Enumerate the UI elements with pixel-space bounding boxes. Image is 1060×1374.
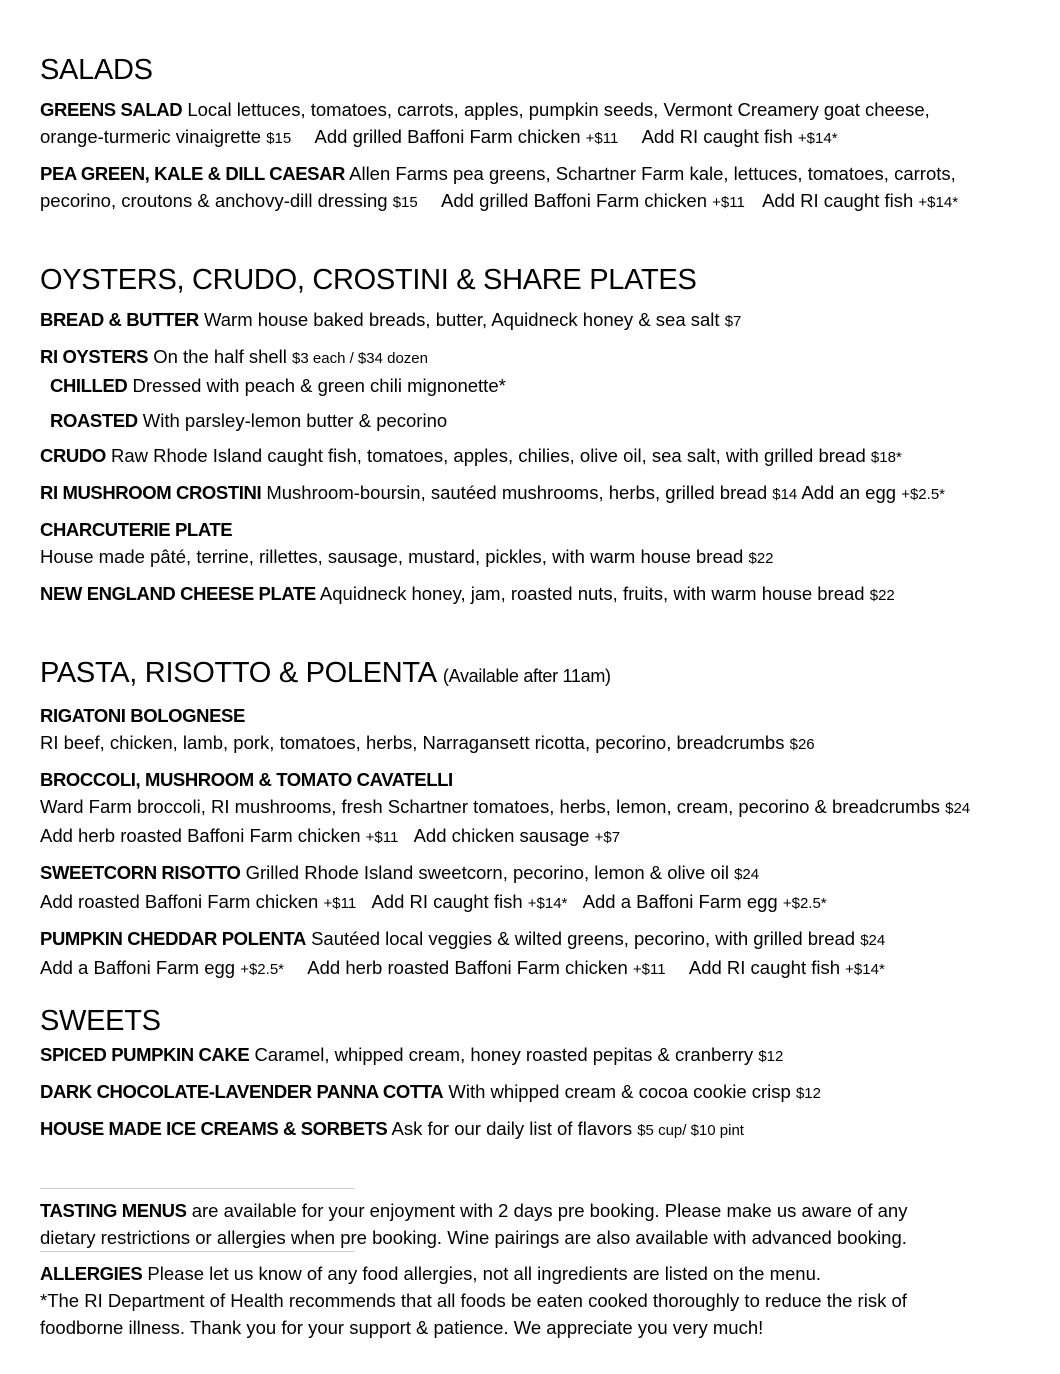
item-name: CHARCUTERIE PLATE <box>40 519 233 540</box>
menu-item-cavatelli <box>40 766 1030 851</box>
menu-item-rigatoni <box>40 702 1030 758</box>
menu-item-polenta <box>40 925 1030 983</box>
item-desc: Warm house baked breads, butter, Aquidneck honey & sea salt <box>203 309 720 330</box>
addon-label: Add grilled Baffoni Farm chicken <box>314 126 581 147</box>
addon-label: Add RI caught fish <box>762 190 914 211</box>
item-price: $15 <box>266 130 292 147</box>
menu-item-pumpkin-cake <box>40 1041 1030 1070</box>
item-name: RI OYSTERS <box>40 346 149 367</box>
health-notice: *The RI Department of Health recommends that all foods be eaten cooked thoroughly to reduce the risk of <box>40 1290 907 1311</box>
addon-price: +$14* <box>527 895 568 912</box>
item-name: PEA GREEN, KALE & DILL CAESAR <box>40 163 345 184</box>
item-price: $24 <box>945 800 971 817</box>
addon-price: +$14* <box>797 130 838 147</box>
section-note: (Available after 11am) <box>442 666 611 686</box>
menu-item-charcuterie <box>40 516 1030 572</box>
item-desc: Caramel, whipped cream, honey roasted pepitas & cranberry <box>254 1044 754 1065</box>
menu-item-ri-oysters <box>40 343 1030 372</box>
section-title-pasta <box>40 657 1030 692</box>
item-price: $24 <box>860 932 886 949</box>
menu-item-ice-creams <box>40 1115 1030 1144</box>
item-desc: Ward Farm broccoli, RI mushrooms, fresh Schartner tomatoes, herbs, lemon, cream, pecorino & breadcrumbs <box>40 796 940 817</box>
addon-label: Add an egg <box>801 482 897 503</box>
menu-item-cheese-plate <box>40 580 1030 609</box>
item-desc: Allen Farms pea greens, Schartner Farm kale, lettuces, tomatoes, carrots, <box>349 163 956 184</box>
item-name: CHILLED <box>50 375 128 396</box>
menu-item-mushroom-crostini <box>40 479 1030 508</box>
item-price: $22 <box>869 587 895 604</box>
addon-price: +$11 <box>585 130 619 147</box>
item-name: CRUDO <box>40 445 106 466</box>
item-name: SPICED PUMPKIN CAKE <box>40 1044 250 1065</box>
addon-label: Add herb roasted Baffoni Farm chicken <box>307 957 628 978</box>
addon-price: +$11 <box>323 895 357 912</box>
menu-item-panna-cotta <box>40 1078 1030 1107</box>
menu-item-roasted <box>40 407 1030 434</box>
item-desc-2: orange-turmeric vinaigrette <box>40 126 262 147</box>
item-price: $12 <box>758 1048 784 1065</box>
section-title-oysters: OYSTERS, CRUDO, CROSTINI & SHARE PLATES <box>40 264 697 296</box>
item-name: GREENS SALAD <box>40 99 183 120</box>
item-name: PUMPKIN CHEDDAR POLENTA <box>40 928 306 949</box>
divider <box>40 1251 354 1252</box>
item-price: $24 <box>734 866 760 883</box>
item-price: $3 each / $34 dozen <box>292 350 428 367</box>
item-desc: House made pâté, terrine, rillettes, sausage, mustard, pickles, with warm house bread <box>40 546 744 567</box>
item-desc: Mushroom-boursin, sautéed mushrooms, herbs, grilled bread <box>266 482 768 503</box>
tasting-menus-note-2: dietary restrictions or allergies when pre booking. Wine pairings are also available with advanced booking. <box>40 1227 907 1248</box>
item-name: HOUSE MADE ICE CREAMS & SORBETS <box>40 1118 388 1139</box>
item-name: NEW ENGLAND CHEESE PLATE <box>40 583 316 604</box>
item-desc: RI beef, chicken, lamb, pork, tomatoes, herbs, Narragansett ricotta, pecorino, breadcrumbs <box>40 732 785 753</box>
health-notice-2: foodborne illness. Thank you for your support & patience. We appreciate you very much! <box>40 1317 764 1338</box>
menu-item-risotto <box>40 859 1030 917</box>
tasting-menus-note <box>40 1197 1030 1224</box>
addon-label: Add RI caught fish <box>688 957 841 978</box>
addon-price: +$2.5* <box>782 895 827 912</box>
item-price: $7 <box>724 313 742 330</box>
item-name: RI MUSHROOM CROSTINI <box>40 482 262 503</box>
addon-price: +$14* <box>845 961 885 978</box>
addon-label: Add roasted Baffoni Farm chicken <box>40 891 319 912</box>
item-desc: Raw Rhode Island caught fish, tomatoes, apples, chilies, olive oil, sea salt, with grilled bread <box>110 445 866 466</box>
item-price: $26 <box>789 736 815 753</box>
divider <box>40 1188 354 1189</box>
addon-label: Add chicken sausage <box>413 825 590 846</box>
note-heading: ALLERGIES <box>40 1263 143 1284</box>
item-price: $5 cup/ $10 pint <box>637 1122 744 1139</box>
addon-label: Add RI caught fish <box>371 891 523 912</box>
item-desc: Sautéed local veggies & wilted greens, pecorino, with grilled bread <box>311 928 856 949</box>
item-price: $14 <box>772 486 798 503</box>
item-desc: On the half shell <box>153 346 287 367</box>
item-price: $22 <box>748 550 774 567</box>
addon-label: Add grilled Baffoni Farm chicken <box>441 190 707 211</box>
menu-item-crudo <box>40 442 1030 471</box>
item-desc: Local lettuces, tomatoes, carrots, apples, pumpkin seeds, Vermont Creamery goat cheese, <box>187 99 930 120</box>
note-text: are available for your enjoyment with 2 days pre booking. Please make us aware of any <box>191 1200 908 1221</box>
item-name: DARK CHOCOLATE-LAVENDER PANNA COTTA <box>40 1081 444 1102</box>
addon-price: +$2.5* <box>240 961 284 978</box>
item-name: BREAD & BUTTER <box>40 309 199 330</box>
addon-price: +$7 <box>594 829 621 846</box>
menu-item-chilled <box>40 372 1030 399</box>
item-desc: With whipped cream & cocoa cookie crisp <box>448 1081 791 1102</box>
item-name: BROCCOLI, MUSHROOM & TOMATO CAVATELLI <box>40 769 453 790</box>
section-title-sweets: SWEETS <box>40 1005 161 1037</box>
allergies-note <box>40 1260 1030 1287</box>
item-name: SWEETCORN RISOTTO <box>40 862 241 883</box>
menu-item-greens-salad <box>40 96 1030 152</box>
item-desc: Ask for our daily list of flavors <box>391 1118 633 1139</box>
note-text: Please let us know of any food allergies, not all ingredients are listed on the menu. <box>147 1263 822 1284</box>
addon-price: +$11 <box>712 194 745 211</box>
note-heading: TASTING MENUS <box>40 1200 187 1221</box>
section-title-text: PASTA, RISOTTO & POLENTA <box>40 657 436 689</box>
menu-item-caesar <box>40 160 1030 216</box>
item-name: ROASTED <box>50 410 138 431</box>
item-desc: With parsley-lemon butter & pecorino <box>142 410 448 431</box>
addon-label: Add a Baffoni Farm egg <box>582 891 778 912</box>
section-title-salads: SALADS <box>40 54 153 86</box>
addon-price: +$14* <box>918 194 959 211</box>
addon-label: Add herb roasted Baffoni Farm chicken <box>40 825 361 846</box>
item-price: $15 <box>392 194 418 211</box>
addon-price: +$2.5* <box>901 486 945 503</box>
addon-label: Add RI caught fish <box>641 126 793 147</box>
menu-footer <box>40 1188 1030 1341</box>
item-name: RIGATONI BOLOGNESE <box>40 705 245 726</box>
addon-price: +$11 <box>632 961 666 978</box>
item-desc-2: pecorino, croutons & anchovy-dill dressing <box>40 190 388 211</box>
item-price: $12 <box>795 1085 821 1102</box>
menu-page <box>40 54 1030 1341</box>
item-price: $18* <box>870 449 902 466</box>
item-desc: Dressed with peach & green chili mignonette* <box>132 375 506 396</box>
item-desc: Grilled Rhode Island sweetcorn, pecorino, lemon & olive oil <box>245 862 729 883</box>
addon-price: +$11 <box>365 829 399 846</box>
addon-label: Add a Baffoni Farm egg <box>40 957 236 978</box>
menu-item-bread-butter <box>40 306 1030 335</box>
item-desc: Aquidneck honey, jam, roasted nuts, fruits, with warm house bread <box>319 583 865 604</box>
